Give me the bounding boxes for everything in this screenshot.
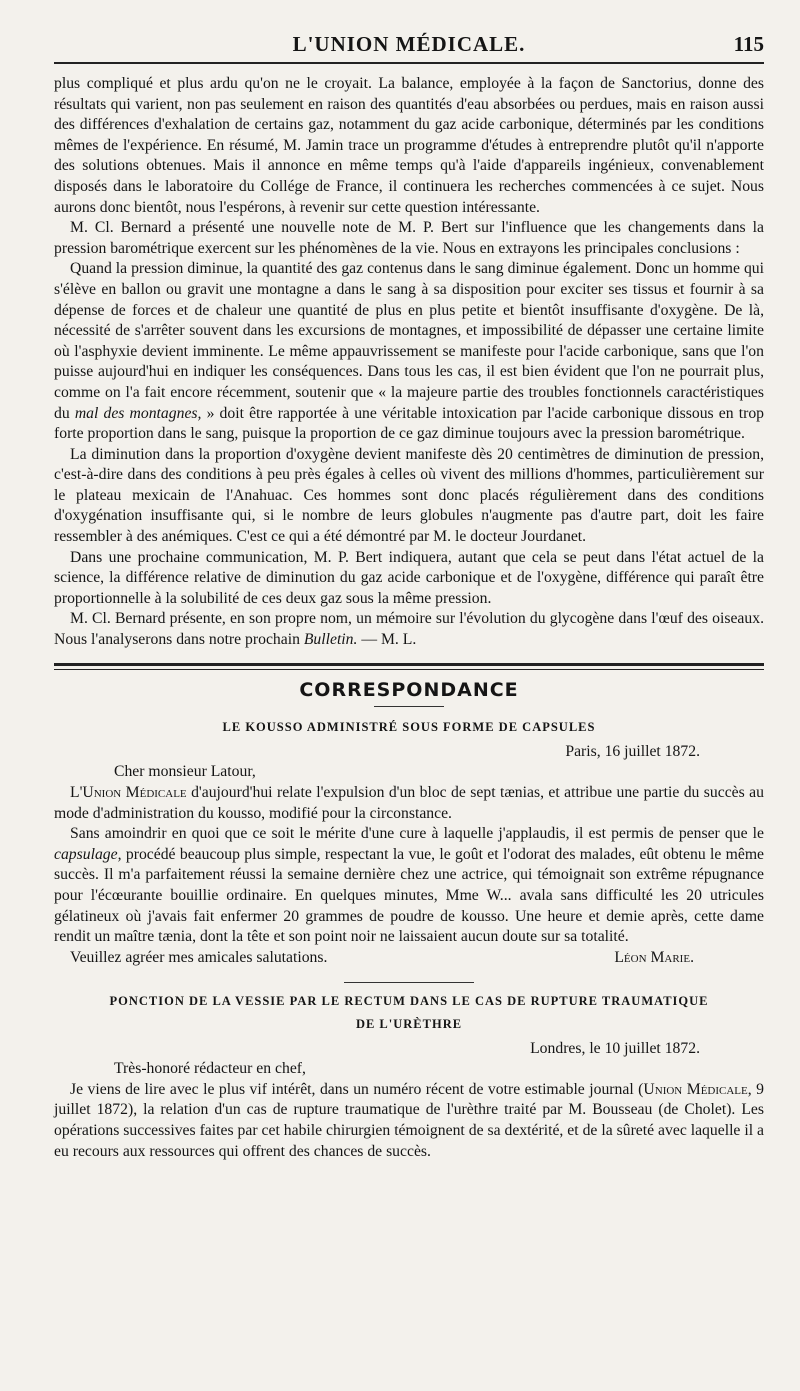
letter-1-paragraph-1-text: d'aujourd'hui relate l'expulsion d'un bloc de sept tænias, et attribue une partie du succès au mode d'administration du kousso, modifié pour la circonstance.	[54, 784, 764, 822]
paragraph-3-italic: mal des montagnes,	[74, 404, 202, 422]
letter-2-paragraph-1-text-a: Je viens de lire avec le plus vif intérêt, dans un numéro récent de votre estimable journal (	[70, 1080, 644, 1098]
paragraph-6	[54, 609, 764, 650]
paragraph-6-italic: Bulletin.	[303, 631, 358, 649]
paragraph-3-text-a: Quand la pression diminue, la quantité des gaz contenus dans le sang diminue également. Donc un homme qui s'élève en ballon ou gravit une montagne a dans le sang à sa disposition pour exciter ses tissus et fournir à sa dépense de forces et de chaleur une quantité de plus en plus petite et bientôt insuffisante d'oxygène. De là, nécessité de s'arrêter souvent dans les excursions de montagnes, et impossibilité de dépasser une certaine limite où l'asphyxie devient imminente. Le même appauvrissement se manifeste pour l'acide carbonique, sans que l'on puisse aujourd'hui en indiquer les conséquences. Dans tous les cas, il est bien évident que l'on ne pourrait plus, comme on l'a fait encore récemment, soutenir que « la majeure partie des troubles fonctionnels caractéristiques du	[54, 260, 764, 422]
article-body	[54, 74, 764, 1162]
section-heading: CORRESPONDANCE	[299, 678, 519, 701]
paragraph-4: La diminution dans la proportion d'oxygène devient manifeste dès 20 centimètres de diminution de pression, c'est-à-dire dans des conditions à peu près égales à celles où vivent des millions d'hommes, particulièrement sur le plateau mexicain de l'Anahuac. Ces hommes sont donc placés régulièrement dans des conditions d'oxygénation insuffisante qui, si le nombre de leurs globules n'augmente pas d'autre part, doit les faire ressembler à des anémiques. C'est ce qui a été démontré par M. le docteur Jourdanet.	[54, 445, 764, 546]
letter-1-paragraph-2	[54, 824, 764, 948]
letter-1-signature: Léon Marie.	[614, 948, 694, 966]
letter-2-paragraph-1	[54, 1080, 764, 1162]
letter-1-paragraph-2-text-b: procédé beaucoup plus simple, respectant la vue, le goût et l'odorat des malades, eût obtenu le même succès. Il m'a parfaitement réussi la semaine dernière chez une actrice, qui témoignait son extrême répugnance pour l'écœurante bouillie ordinaire. En quelques minutes, Mme W... avala sans difficulté les 20 utricules gélatineux où j'avais fait enfermer 20 grammes de poudre de kousso. Une heure et demie après, cette dame rendit un maître tænia, dont la tête et son point noir ne laissaient aucun doute sur sa totalité.	[54, 845, 764, 946]
letter-2-salutation: Très-honoré rédacteur en chef,	[114, 1060, 306, 1078]
heading-rule	[374, 706, 444, 707]
letter-divider	[344, 982, 474, 983]
paragraph-1: plus compliqué et plus ardu qu'on ne le croyait. La balance, employée à la façon de Sanctorius, donne des résultats qui varient, non pas seulement en raison des quantités d'eau absorbées ou perdues, mais en raison aussi des différences d'exhalation de certains gaz, notamment du gaz acide carbonique, déterminés par les conditions mêmes de l'expérience. En résumé, M. Jamin trace un programme d'études à entreprendre plutôt qu'il n'apporte des solutions obtenues. Mais il annonce en même temps qu'à l'aide d'appareils ingénieux, convenablement disposés dans le laboratoire du Collége de France, il continuera les recherches commencées à ce sujet. Nous aurons donc bientôt, nous l'espérons, à revenir sur cette question intéressante.	[54, 75, 764, 216]
page-number: 115	[733, 32, 764, 56]
letter-1-paragraph-2-text-a: Sans amoindrir en quoi que ce soit le mérite d'une cure à laquelle j'applaudis, il est permis de penser que le	[70, 825, 764, 843]
letter-1-journal-name: L'Union Médicale	[70, 784, 187, 801]
letter-2-dateline: Londres, le 10 juillet 1872.	[530, 1039, 700, 1057]
letter-1-dateline: Paris, 16 juillet 1872.	[565, 742, 700, 760]
letter-2-title-line-2: DE L'URÈTHRE	[355, 1016, 463, 1031]
journal-title: L'UNION MÉDICALE.	[292, 32, 526, 56]
paragraph-6-text-b: — M. L.	[357, 631, 417, 649]
paragraph-3-text-b: » doit être rapportée à une véritable intoxication par l'acide carbonique dissous en trop forte proportion dans le sang, puisque la proportion de ce gaz diminue toujours avec la pression barométrique.	[54, 404, 765, 443]
running-header	[54, 28, 764, 64]
letter-1-closing: Veuillez agréer mes amicales salutations.	[70, 948, 328, 966]
letter-2-journal-name: Union Médicale	[643, 1080, 748, 1098]
letter-2-title-line-1: PONCTION DE LA VESSIE PAR LE RECTUM DANS LE CAS DE RUPTURE TRAUMATIQUE	[109, 994, 709, 1009]
paragraph-5: Dans une prochaine communication, M. P. Bert indiquera, autant que cela se peut dans l'état actuel de la science, la différence relative de diminution du gaz acide carbonique et de l'oxygène, différence qui paraît être proportionnelle à la solubilité de ces deux gaz sous la même pression.	[54, 548, 764, 607]
letter-1-salutation: Cher monsieur Latour,	[114, 763, 256, 781]
paragraph-2: M. Cl. Bernard a présenté une nouvelle note de M. P. Bert sur l'influence que les changements dans la pression barométrique exercent sur les phénomènes de la vie. Nous en extrayons les principales conclusions :	[54, 219, 764, 257]
paragraph-6-text-a: M. Cl. Bernard présente, en son propre nom, un mémoire sur l'évolution du glycogène dans l'œuf des oiseaux. Nous l'analyserons dans notre prochain	[54, 610, 764, 649]
paragraph-3	[54, 259, 764, 444]
letter-2-paragraph-1-text-b: , 9 juillet 1872), la relation d'un cas de rupture traumatique de l'urèthre traité par M. Bousseau (de Cholet). Les opérations successives faites par cet habile chirurgien témoignent de sa dextérité, et de la sûreté avec laquelle il a eu recours aux ressources qui offrent des chances de succès.	[54, 1080, 764, 1160]
section-divider	[54, 663, 764, 670]
letter-1-paragraph-2-italic: capsulage,	[54, 845, 122, 863]
letter-1-paragraph-1	[54, 783, 764, 824]
letter-1-closing-row	[54, 948, 764, 969]
letter-1-title: LE KOUSSO ADMINISTRÉ SOUS FORME DE CAPSULES	[222, 720, 596, 735]
